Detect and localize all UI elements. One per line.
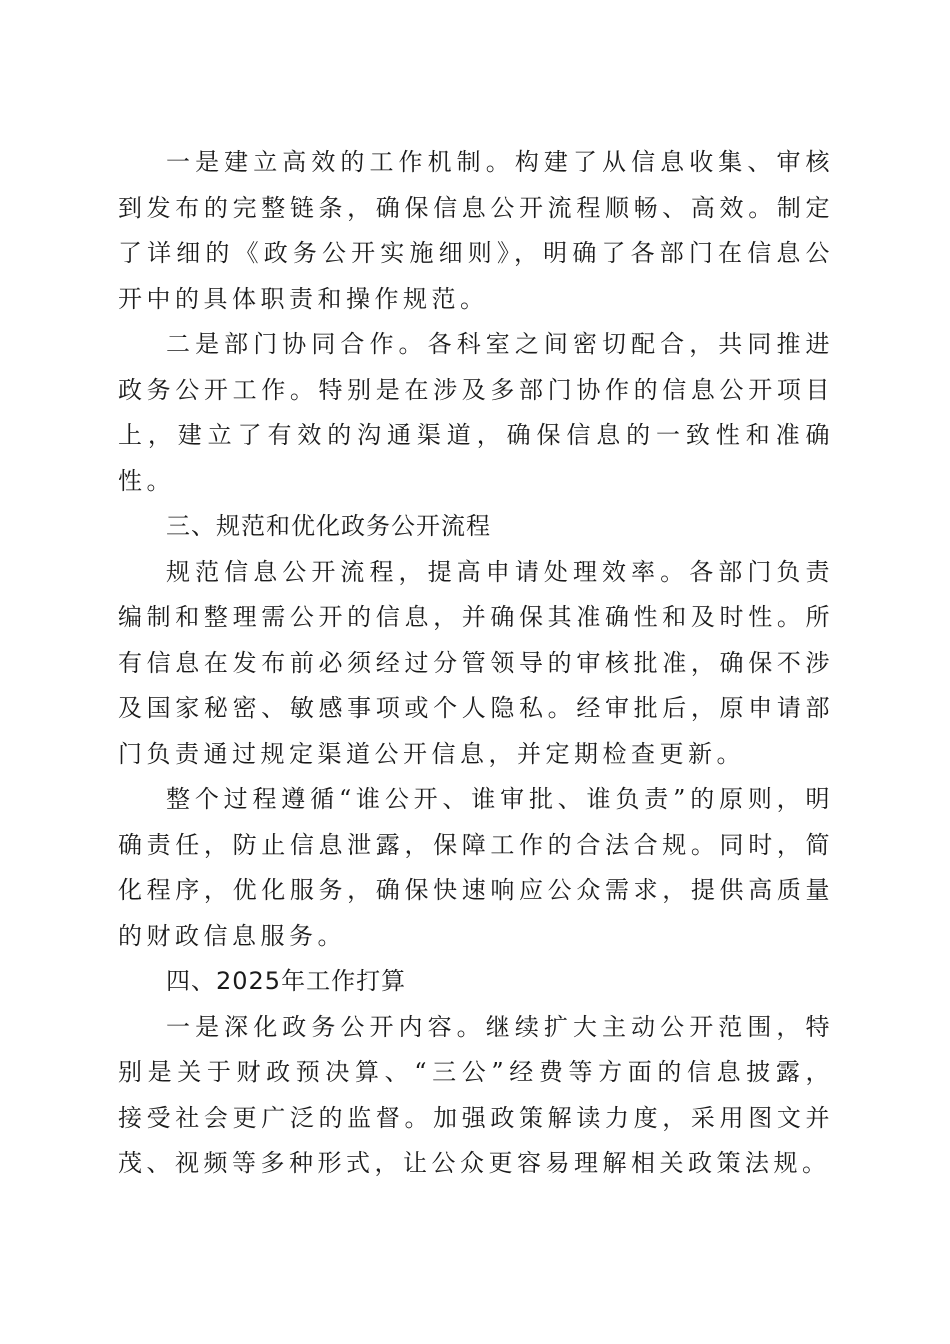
paragraph-body: 各科室之间密切配合，共同推进政务公开工作。特别是在涉及多部门协作的信息公开项目上，建立了有效的沟通渠道，确保信息的一致性和准确性。 [118, 330, 835, 495]
section-heading-4: 四、2025年工作打算 [166, 967, 407, 995]
paragraph-deepen-content [118, 1005, 834, 1187]
paragraph-body: 继续扩大主动公开范围，特别是关于财政预决算、“三公”经费等方面的信息披露，接受社会更广泛的监督。加强政策解读力度，采用图文并茂、视频等多种形式，让公众更容易理解相关政策法规。 [118, 1012, 834, 1177]
paragraph-lead: 二是部门协同合作。 [166, 330, 428, 358]
paragraph-lead: 一是建立高效的工作机制。 [166, 148, 515, 176]
paragraph-lead: 一是深化政务公开内容。 [166, 1012, 486, 1041]
paragraph-work-mechanism [118, 140, 834, 322]
paragraph-department-cooperation [118, 322, 834, 504]
document-page [118, 140, 834, 1187]
section-heading-3: 三、规范和优化政务公开流程 [166, 512, 491, 540]
paragraph-standardize-process: 规范信息公开流程，提高申请处理效率。各部门负责编制和整理需公开的信息，并确保其准确性和及时性。所有信息在发布前必须经过分管领导的审核批准，确保不涉及国家秘密、敏感事项或个人隐私。经审批后，原申请部门负责通过规定渠道公开信息，并定期检查更新。 [118, 557, 834, 768]
paragraph-body: 构建了从信息收集、审核到发布的完整链条，确保信息公开流程顺畅、高效。制定了详细的《政务公开实施细则》，明确了各部门在信息公开中的具体职责和操作规范。 [118, 148, 835, 313]
paragraph-principles: 整个过程遵循“谁公开、谁审批、谁负责”的原则，明确责任，防止信息泄露，保障工作的合法合规。同时，简化程序，优化服务，确保快速响应公众需求，提供高质量的财政信息服务。 [118, 785, 834, 950]
